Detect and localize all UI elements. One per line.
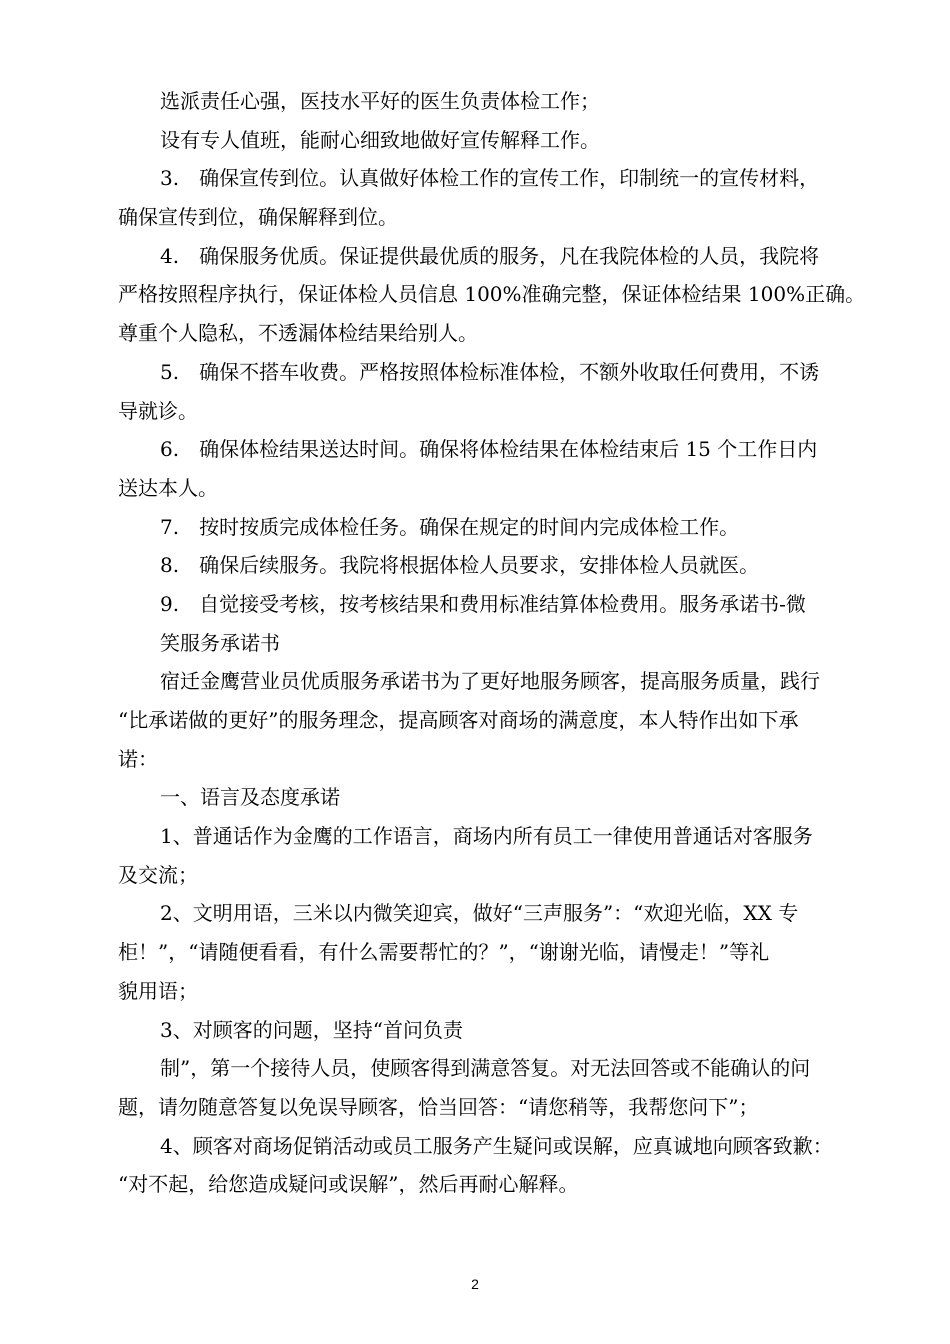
text-line: 选派责任心强，医技水平好的医生负责体检工作； (160, 89, 600, 113)
text-line: 5. 确保不搭车收费。严格按照体检标准体检，不额外收取任何费用，不诱 (160, 359, 820, 384)
text-line: 确保宣传到位，确保解释到位。 (118, 205, 398, 230)
page-number: 2 (471, 1276, 479, 1292)
text-line: 3. 确保宣传到位。认真做好体检工作的宣传工作，印制统一的宣传材料， (160, 166, 820, 191)
text-line: 诺： (118, 746, 158, 771)
text-line: 柜！”，“请随便看看，有什么需要帮忙的？”，“谢谢光临，请慢走！”等礼 (118, 940, 770, 965)
text-line: 导就诊。 (118, 398, 198, 423)
text-line: 送达本人。 (118, 475, 218, 500)
text-line: 7. 按时按质完成体检任务。确保在规定的时间内完成体检工作。 (160, 514, 740, 539)
text-line: 3、对顾客的问题，坚持“首问负责 (160, 1017, 463, 1042)
text-line: 6. 确保体检结果送达时间。确保将体检结果在体检结束后 15 个工作日内 (160, 437, 818, 462)
document-body (118, 82, 866, 1204)
text-line: “比承诺做的更好”的服务理念，提高顾客对商场的满意度，本人特作出如下承 (118, 708, 799, 732)
text-line: 9. 自觉接受考核，按考核结果和费用标准结算体检费用。服务承诺书-微 (160, 591, 806, 616)
text-line: 一、语言及态度承诺 (160, 785, 340, 810)
text-line: 4、顾客对商场促销活动或员工服务产生疑问或误解，应真诚地向顾客致歉： (160, 1133, 833, 1158)
text-line: 宿迁金鹰营业员优质服务承诺书为了更好地服务顾客，提高服务质量，践行 (160, 669, 820, 694)
text-line: 笑服务承诺书 (160, 630, 280, 655)
text-line: 严格按照程序执行，保证体检人员信息 100%准确完整，保证体检结果 100%正确。 (118, 282, 866, 307)
text-line: 制”，第一个接待人员，使顾客得到满意答复。对无法回答或不能确认的问 (160, 1056, 811, 1081)
text-line: 设有专人值班，能耐心细致地做好宣传解释工作。 (160, 127, 600, 152)
text-line: 尊重个人隐私，不透漏体检结果给别人。 (118, 321, 478, 346)
text-line: 1、普通话作为金鹰的工作语言，商场内所有员工一律使用普通话对客服务 (160, 824, 813, 849)
text-line: 2、文明用语，三米以内微笑迎宾，做好“三声服务”：“欢迎光临，XX 专 (160, 901, 799, 926)
text-line: 8. 确保后续服务。我院将根据体检人员要求，安排体检人员就医。 (160, 553, 760, 578)
text-line: 貌用语； (118, 978, 198, 1003)
text-line: 及交流； (118, 862, 198, 887)
text-line: 题，请勿随意答复以免误导顾客，恰当回答：“请您稍等，我帮您问下”； (118, 1094, 759, 1119)
text-line: “对不起，给您造成疑问或误解”，然后再耐心解释。 (118, 1172, 579, 1197)
text-line: 4. 确保服务优质。保证提供最优质的服务，凡在我院体检的人员，我院将 (160, 243, 820, 268)
